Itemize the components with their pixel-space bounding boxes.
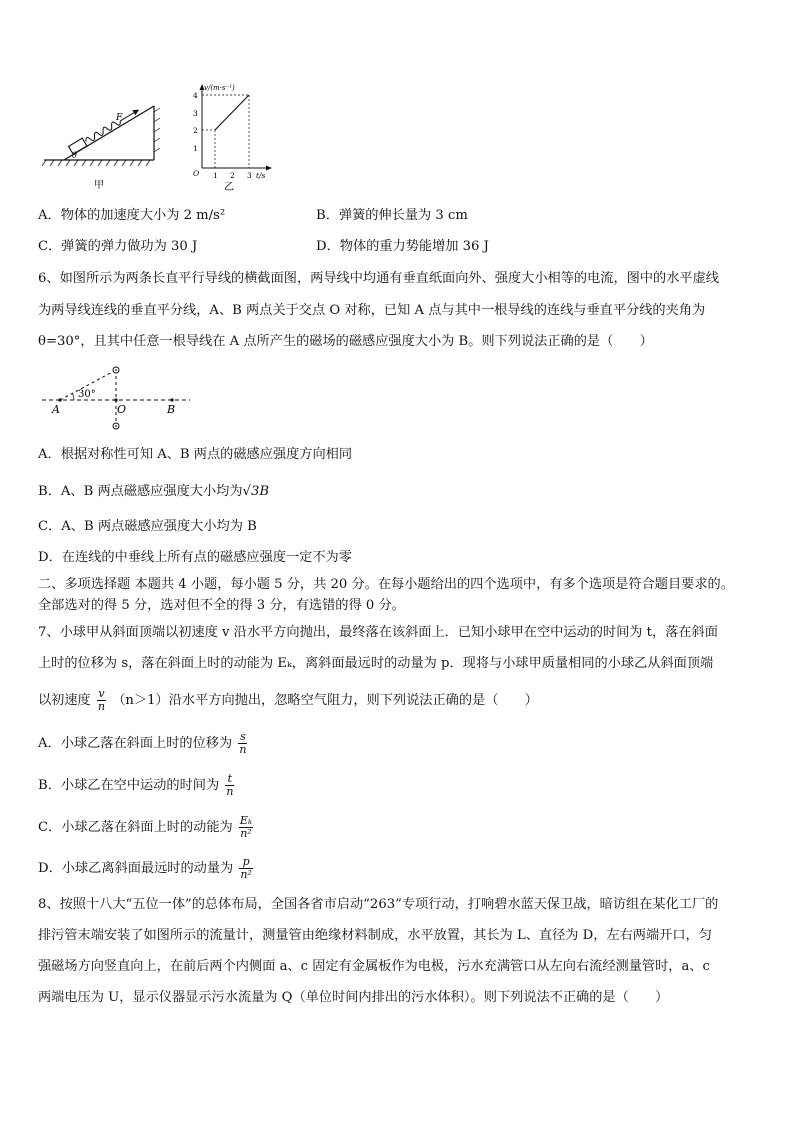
figure-q6	[40, 362, 200, 434]
q6-option-b	[38, 483, 269, 501]
label-b: B	[167, 403, 176, 416]
frac-num: p	[242, 855, 250, 868]
y-tick-3: 3	[193, 109, 198, 118]
q8-line-1: 8、按照十八大“五位一体”的总体布局，全国各省市启动“263”专项行动，打响碧水蓝天保卫战，暗访组在某化工厂的	[38, 897, 719, 912]
q8-line-2: 排污管末端安装了如图所示的流量计，测量管由绝缘材料制成，水平放置，其长为 L、直径为 D，左右两端开口，匀	[38, 928, 712, 943]
y-tick-2: 2	[193, 126, 198, 135]
q6-option-a: A．根据对称性可知 A、B 两点的磁感应强度方向相同	[38, 447, 353, 462]
point-b	[170, 398, 173, 401]
x-axis-label: t/s	[256, 171, 266, 180]
q7-option-b	[38, 773, 236, 798]
q7-line-3-prefix: 以初速度	[38, 693, 91, 708]
q7-option-a-text: A．小球乙落在斜面上时的位移为	[38, 736, 233, 751]
fraction-s-over-n	[238, 731, 247, 756]
q7-option-d	[38, 856, 255, 881]
q7-line-2: 上时的位移为 s，落在斜面上时的动能为 Eₖ，离斜面最远时的动量为 p．现将与小球甲质量相同的小球乙从斜面顶端	[38, 656, 714, 671]
q7-line-1: 7、小球甲从斜面顶端以初速度 v 沿水平方向抛出，最终落在该斜面上．已知小球甲在空中运动的时间为 t，落在斜面	[38, 625, 718, 640]
q8-line-4: 两端电压为 U，显示仪器显示污水流量为 Q（单位时间内排出的污水体积）。则下列说法不正确的是（ ）	[38, 990, 669, 1005]
y-tick-4: 4	[193, 91, 198, 100]
angle-label: θ	[72, 151, 77, 160]
q5-option-a: A．物体的加速度大小为 2 m/s²	[38, 208, 226, 223]
fraction-ek-over-n2	[239, 815, 253, 840]
point-o	[114, 398, 117, 401]
incline	[42, 106, 160, 166]
x-tick-1: 1	[213, 171, 218, 180]
frac-den: n²	[240, 827, 252, 840]
figure-caption-jia: 甲	[94, 180, 104, 191]
label-a: A	[52, 403, 60, 416]
x-tick-2: 2	[230, 171, 235, 180]
section2-line-2: 全部选对的得 5 分，选对但不全的得 3 分，有选错的得 0 分。	[38, 598, 405, 613]
q6-option-d: D．在连线的中垂线上所有点的磁感应强度一定不为零	[38, 550, 352, 565]
q7-line-3	[38, 688, 538, 713]
frac-num: v	[98, 687, 105, 700]
q5-option-c: C．弹簧的弹力做功为 30 J	[38, 239, 198, 254]
q6-line-3: θ=30°，且其中任意一根导线在 A 点所产生的磁场的磁感应强度大小为 B。则下列说法正确的是（ ）	[38, 334, 653, 349]
frac-den: n	[226, 785, 234, 798]
fraction-v-over-n	[97, 688, 106, 713]
y-tick-1: 1	[193, 144, 198, 153]
q7-option-b-text: B．小球乙在空中运动的时间为	[38, 778, 220, 793]
frac-den: n	[239, 743, 247, 756]
label-o: O	[117, 403, 127, 416]
q7-option-c-text: C．小球乙落在斜面上时的动能为	[38, 820, 233, 835]
section2-line-1: 二、多项选择题 本题共 4 小题，每小题 5 分，共 20 分。在每小题给出的四个选项中，有多个选项是符合题目要求的。	[38, 577, 734, 592]
q6-option-c: C．A、B 两点磁感应强度大小均为 B	[38, 519, 257, 534]
q7-option-d-text: D．小球乙离斜面最远时的动量为	[38, 861, 234, 876]
figure-caption-yi: 乙	[224, 182, 234, 193]
angle-30-label: 30°	[78, 389, 96, 400]
x-tick-3: 3	[247, 171, 252, 180]
frac-den: n²	[240, 868, 252, 881]
fraction-t-over-n	[225, 773, 234, 798]
spring	[84, 107, 140, 144]
force-label: F	[116, 113, 123, 123]
frac-num: Eₖ	[239, 814, 252, 827]
point-a	[58, 398, 61, 401]
q5-option-b: B．弹簧的伸长量为 3 cm	[316, 208, 468, 223]
q6-option-b-text: B．A、B 两点磁感应强度大小均为	[38, 484, 243, 499]
q6-line-2: 为两导线连线的垂直平分线，A、B 两点关于交点 O 对称，已知 A 点与其中一根导线的连线与垂直平分线的夹角为	[38, 303, 706, 318]
figure-yi	[188, 82, 288, 194]
vt-line	[215, 95, 249, 130]
figure-jia	[38, 98, 168, 193]
q5-option-d: D．物体的重力势能增加 36 J	[316, 239, 489, 254]
q7-option-c	[38, 815, 255, 840]
frac-den: n	[97, 700, 106, 713]
sqrt3b-math: √3B	[242, 484, 270, 499]
frac-num: t	[227, 772, 233, 785]
fraction-p-over-n2	[239, 856, 253, 881]
origin-label: O	[193, 169, 200, 178]
y-axis-label: v/(m·s⁻¹)	[204, 84, 235, 92]
frac-num: s	[240, 730, 246, 743]
q7-option-a	[38, 731, 249, 756]
q7-line-3-suffix: （n＞1）沿水平方向抛出，忽略空气阻力，则下列说法正确的是（ ）	[112, 693, 538, 708]
q6-line-1: 6、如图所示为两条长直平行导线的横截面图，两导线中均通有垂直纸面向外、强度大小相等的电流，图中的水平虚线	[38, 271, 719, 286]
q8-line-3: 强磁场方向竖直向上，在前后两个内侧面 a、c 固定有金属板作为电极，污水充满管口从左向右流经测量管时，a、c	[38, 959, 710, 974]
